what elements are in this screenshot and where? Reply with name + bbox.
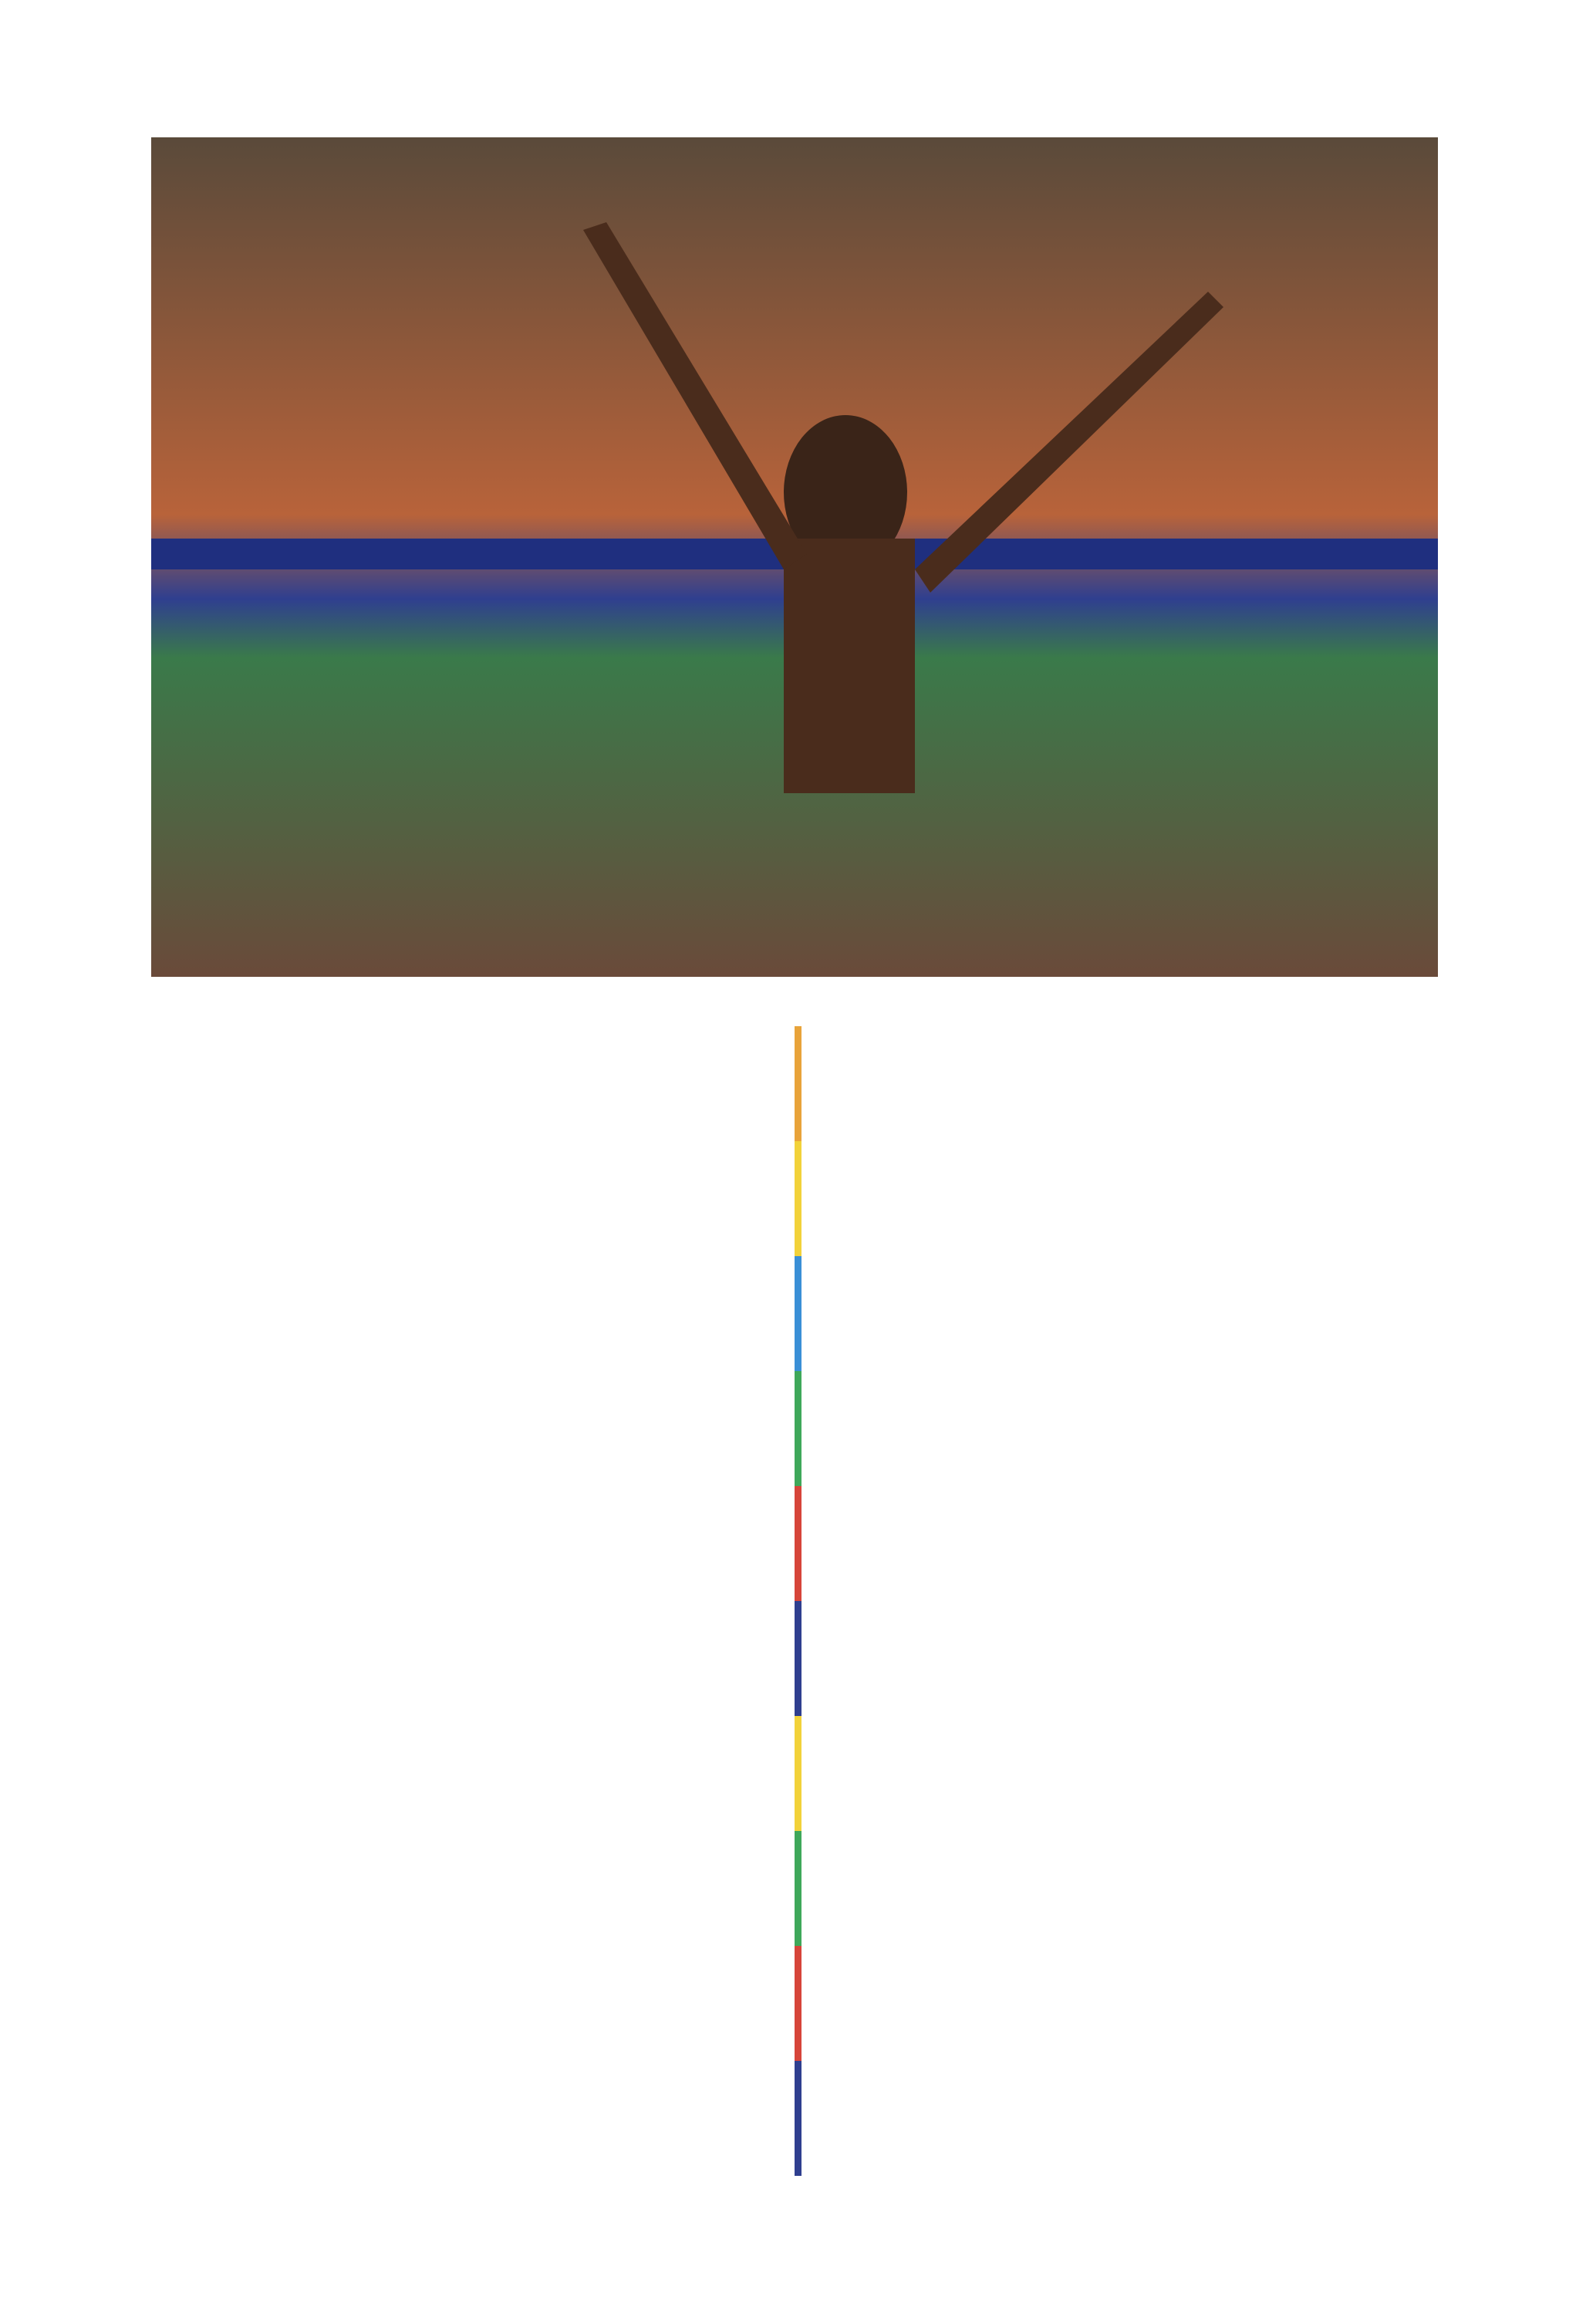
article-photo [151, 137, 1438, 977]
rule-segment [795, 1026, 801, 1141]
rule-segment [795, 1256, 801, 1371]
rule-segment [795, 1486, 801, 1601]
article-right-column [822, 1017, 1409, 2190]
rule-segment [795, 1371, 801, 1486]
article-left-column [151, 1017, 737, 2190]
rule-segment [795, 2061, 801, 2176]
rule-segment [795, 1601, 801, 1716]
rule-segment [795, 1831, 801, 1946]
rule-segment [795, 1946, 801, 2061]
rule-segment [795, 1141, 801, 1256]
rule-segment [795, 1716, 801, 1831]
photo-icon [151, 137, 1438, 977]
column-divider-rule [795, 1026, 801, 2176]
